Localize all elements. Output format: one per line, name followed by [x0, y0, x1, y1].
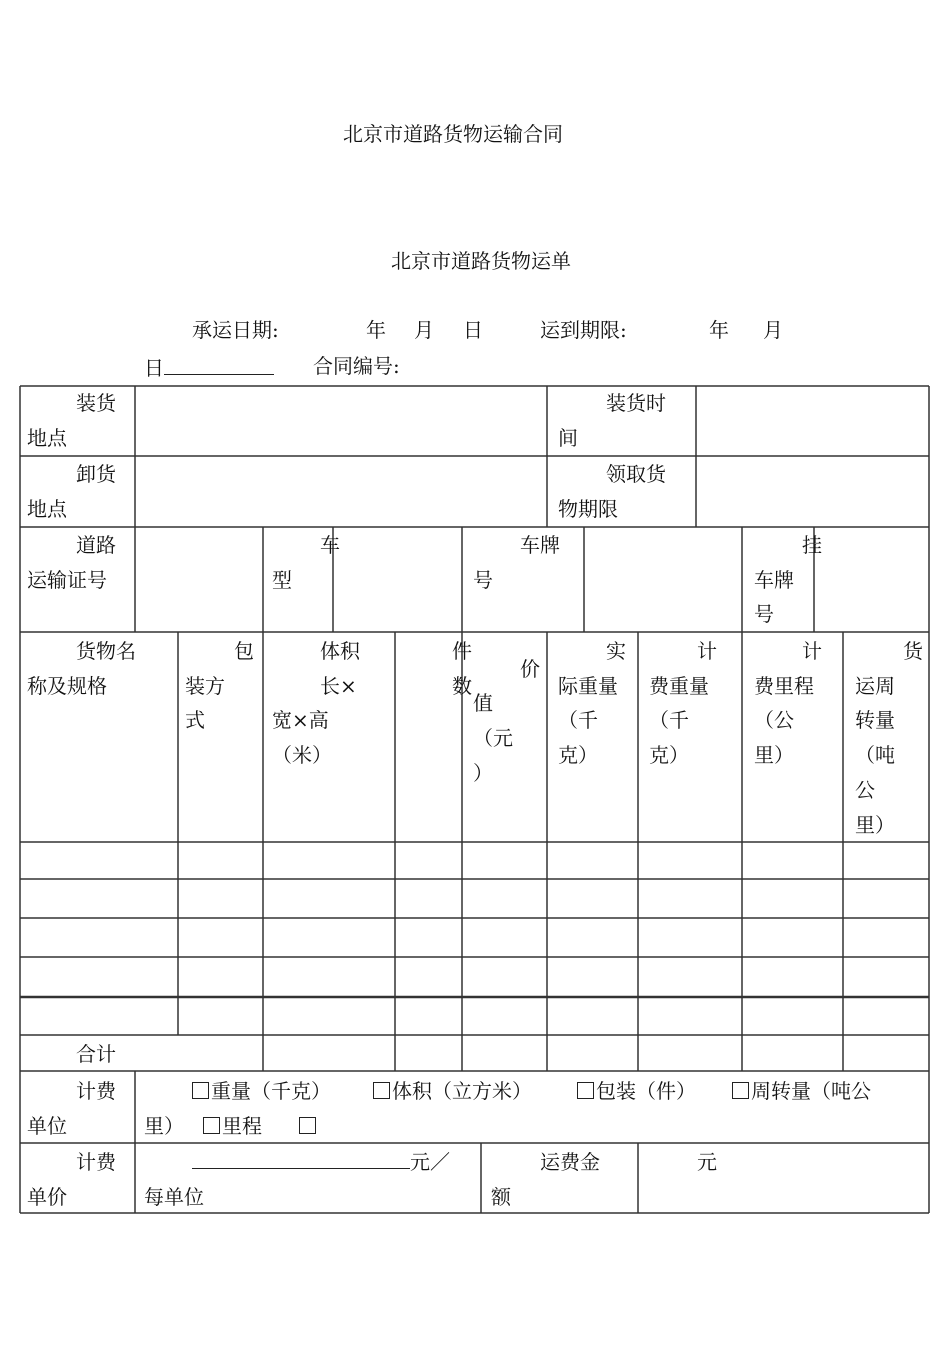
billing-weight-header-3: （千: [649, 708, 689, 732]
packing-header-1: 包: [234, 639, 254, 663]
deadline-day-text: 日: [144, 356, 164, 380]
turnover-header-5: 公: [855, 778, 875, 802]
vehicle-type-label-2: 型: [272, 568, 292, 592]
checkbox-turnover[interactable]: [732, 1082, 749, 1099]
billing-weight-header-4: 克）: [649, 743, 689, 767]
packing-header-2: 装方: [185, 674, 225, 698]
packing-header-3: 式: [185, 708, 205, 732]
per-unit-label: 每单位: [144, 1185, 204, 1209]
total-label: 合计: [76, 1042, 116, 1066]
opt-turnover-cont: 里）: [144, 1114, 184, 1138]
opt-weight[interactable]: [192, 1074, 331, 1108]
permit-label-2: 运输证号: [27, 568, 107, 592]
billing-weight-header-1: 计: [697, 639, 717, 663]
unload-place-label-1: 卸货: [76, 462, 116, 486]
checkbox-mileage[interactable]: [203, 1117, 220, 1134]
pieces-header-1: 件: [452, 639, 472, 663]
ship-date-year: 年: [366, 318, 386, 342]
unload-place-field[interactable]: [136, 458, 546, 526]
plate-label-1: 车牌: [520, 533, 560, 557]
pickup-deadline-label-1: 领取货: [606, 462, 666, 486]
billing-price-label-2: 单价: [27, 1185, 67, 1209]
volume-header-4: （米）: [272, 743, 332, 767]
actual-weight-header-3: （千: [558, 708, 598, 732]
volume-header-2: 长×: [320, 674, 357, 698]
load-place-label-2: 地点: [27, 426, 67, 450]
goods-name-header-2: 称及规格: [27, 674, 107, 698]
billing-distance-header-3: （公: [754, 708, 794, 732]
actual-weight-header-4: 克）: [558, 743, 598, 767]
opt-package[interactable]: [577, 1074, 696, 1108]
goods-row-2[interactable]: [21, 880, 928, 917]
ship-date-label: 承运日期:: [192, 318, 279, 342]
actual-weight-header-2: 际重量: [558, 674, 618, 698]
load-place-field[interactable]: [136, 387, 546, 455]
opt-other[interactable]: [299, 1109, 318, 1143]
ship-date-day: 日: [463, 318, 483, 342]
contract-title: 北京市道路货物运输合同: [343, 122, 563, 146]
deadline-month: 月: [763, 318, 783, 342]
opt-turnover-text: 周转量（吨公: [751, 1079, 871, 1103]
opt-mileage[interactable]: [203, 1109, 262, 1143]
trailer-plate-label-2: 车牌: [754, 568, 794, 592]
opt-mileage-text: 里程: [222, 1114, 262, 1138]
load-time-field[interactable]: [697, 387, 928, 455]
unit-price-blank[interactable]: [192, 1150, 410, 1169]
opt-turnover[interactable]: [732, 1074, 871, 1108]
billing-unit-label-2: 单位: [27, 1114, 67, 1138]
pickup-deadline-field[interactable]: [697, 458, 928, 526]
unit-price-yuan: 元／: [410, 1150, 450, 1174]
contract-no-label: 合同编号:: [313, 354, 400, 378]
deadline-year: 年: [709, 318, 729, 342]
checkbox-weight[interactable]: [192, 1082, 209, 1099]
trailer-plate-label-1: 挂: [802, 533, 822, 557]
value-header-4: ）: [473, 761, 493, 785]
vehicle-type-label-1: 车: [320, 533, 340, 557]
freight-label-1: 运费金: [540, 1150, 600, 1174]
unit-price-field[interactable]: [192, 1145, 450, 1179]
opt-volume[interactable]: [373, 1074, 532, 1108]
load-time-label-1: 装货时: [606, 391, 666, 415]
turnover-header-3: 转量: [855, 708, 895, 732]
waybill-title: 北京市道路货物运单: [391, 249, 571, 273]
turnover-header-2: 运周: [855, 674, 895, 698]
billing-distance-header-1: 计: [802, 639, 822, 663]
turnover-header-4: （吨: [855, 743, 895, 767]
turnover-header-1: 货: [903, 639, 923, 663]
permit-label-1: 道路: [76, 533, 116, 557]
value-header-2: 值: [473, 691, 493, 715]
checkbox-package[interactable]: [577, 1082, 594, 1099]
trailer-plate-label-3: 号: [754, 602, 774, 626]
freight-yuan: 元: [697, 1150, 717, 1174]
turnover-header-6: 里）: [855, 813, 895, 837]
checkbox-other[interactable]: [299, 1117, 316, 1134]
actual-weight-header-1: 实: [606, 639, 626, 663]
value-header-3: （元: [473, 726, 513, 750]
billing-distance-header-4: 里）: [754, 743, 794, 767]
goods-row-5[interactable]: [21, 999, 928, 1034]
opt-volume-text: 体积（立方米）: [392, 1079, 532, 1103]
load-time-label-2: 间: [558, 426, 578, 450]
billing-weight-header-2: 费重量: [649, 674, 709, 698]
goods-row-4[interactable]: [21, 958, 928, 996]
billing-unit-label-1: 计费: [76, 1079, 116, 1103]
opt-package-text: 包装（件）: [596, 1079, 696, 1103]
billing-price-label-1: 计费: [76, 1150, 116, 1174]
load-place-label-1: 装货: [76, 391, 116, 415]
checkbox-volume[interactable]: [373, 1082, 390, 1099]
volume-header-1: 体积: [320, 639, 360, 663]
ship-date-month: 月: [414, 318, 434, 342]
goods-name-header-1: 货物名: [76, 639, 136, 663]
pieces-header-2: 数: [452, 674, 472, 698]
value-header-1: 价: [520, 657, 540, 681]
billing-distance-header-2: 费里程: [754, 674, 814, 698]
goods-row-3[interactable]: [21, 919, 928, 956]
freight-label-2: 额: [491, 1185, 511, 1209]
volume-header-3: 宽×高: [272, 708, 329, 732]
plate-label-2: 号: [473, 568, 493, 592]
goods-row-1[interactable]: [21, 843, 928, 878]
deadline-label: 运到期限:: [540, 318, 627, 342]
pickup-deadline-label-2: 物期限: [558, 497, 618, 521]
opt-weight-text: 重量（千克）: [211, 1079, 331, 1103]
unload-place-label-2: 地点: [27, 497, 67, 521]
